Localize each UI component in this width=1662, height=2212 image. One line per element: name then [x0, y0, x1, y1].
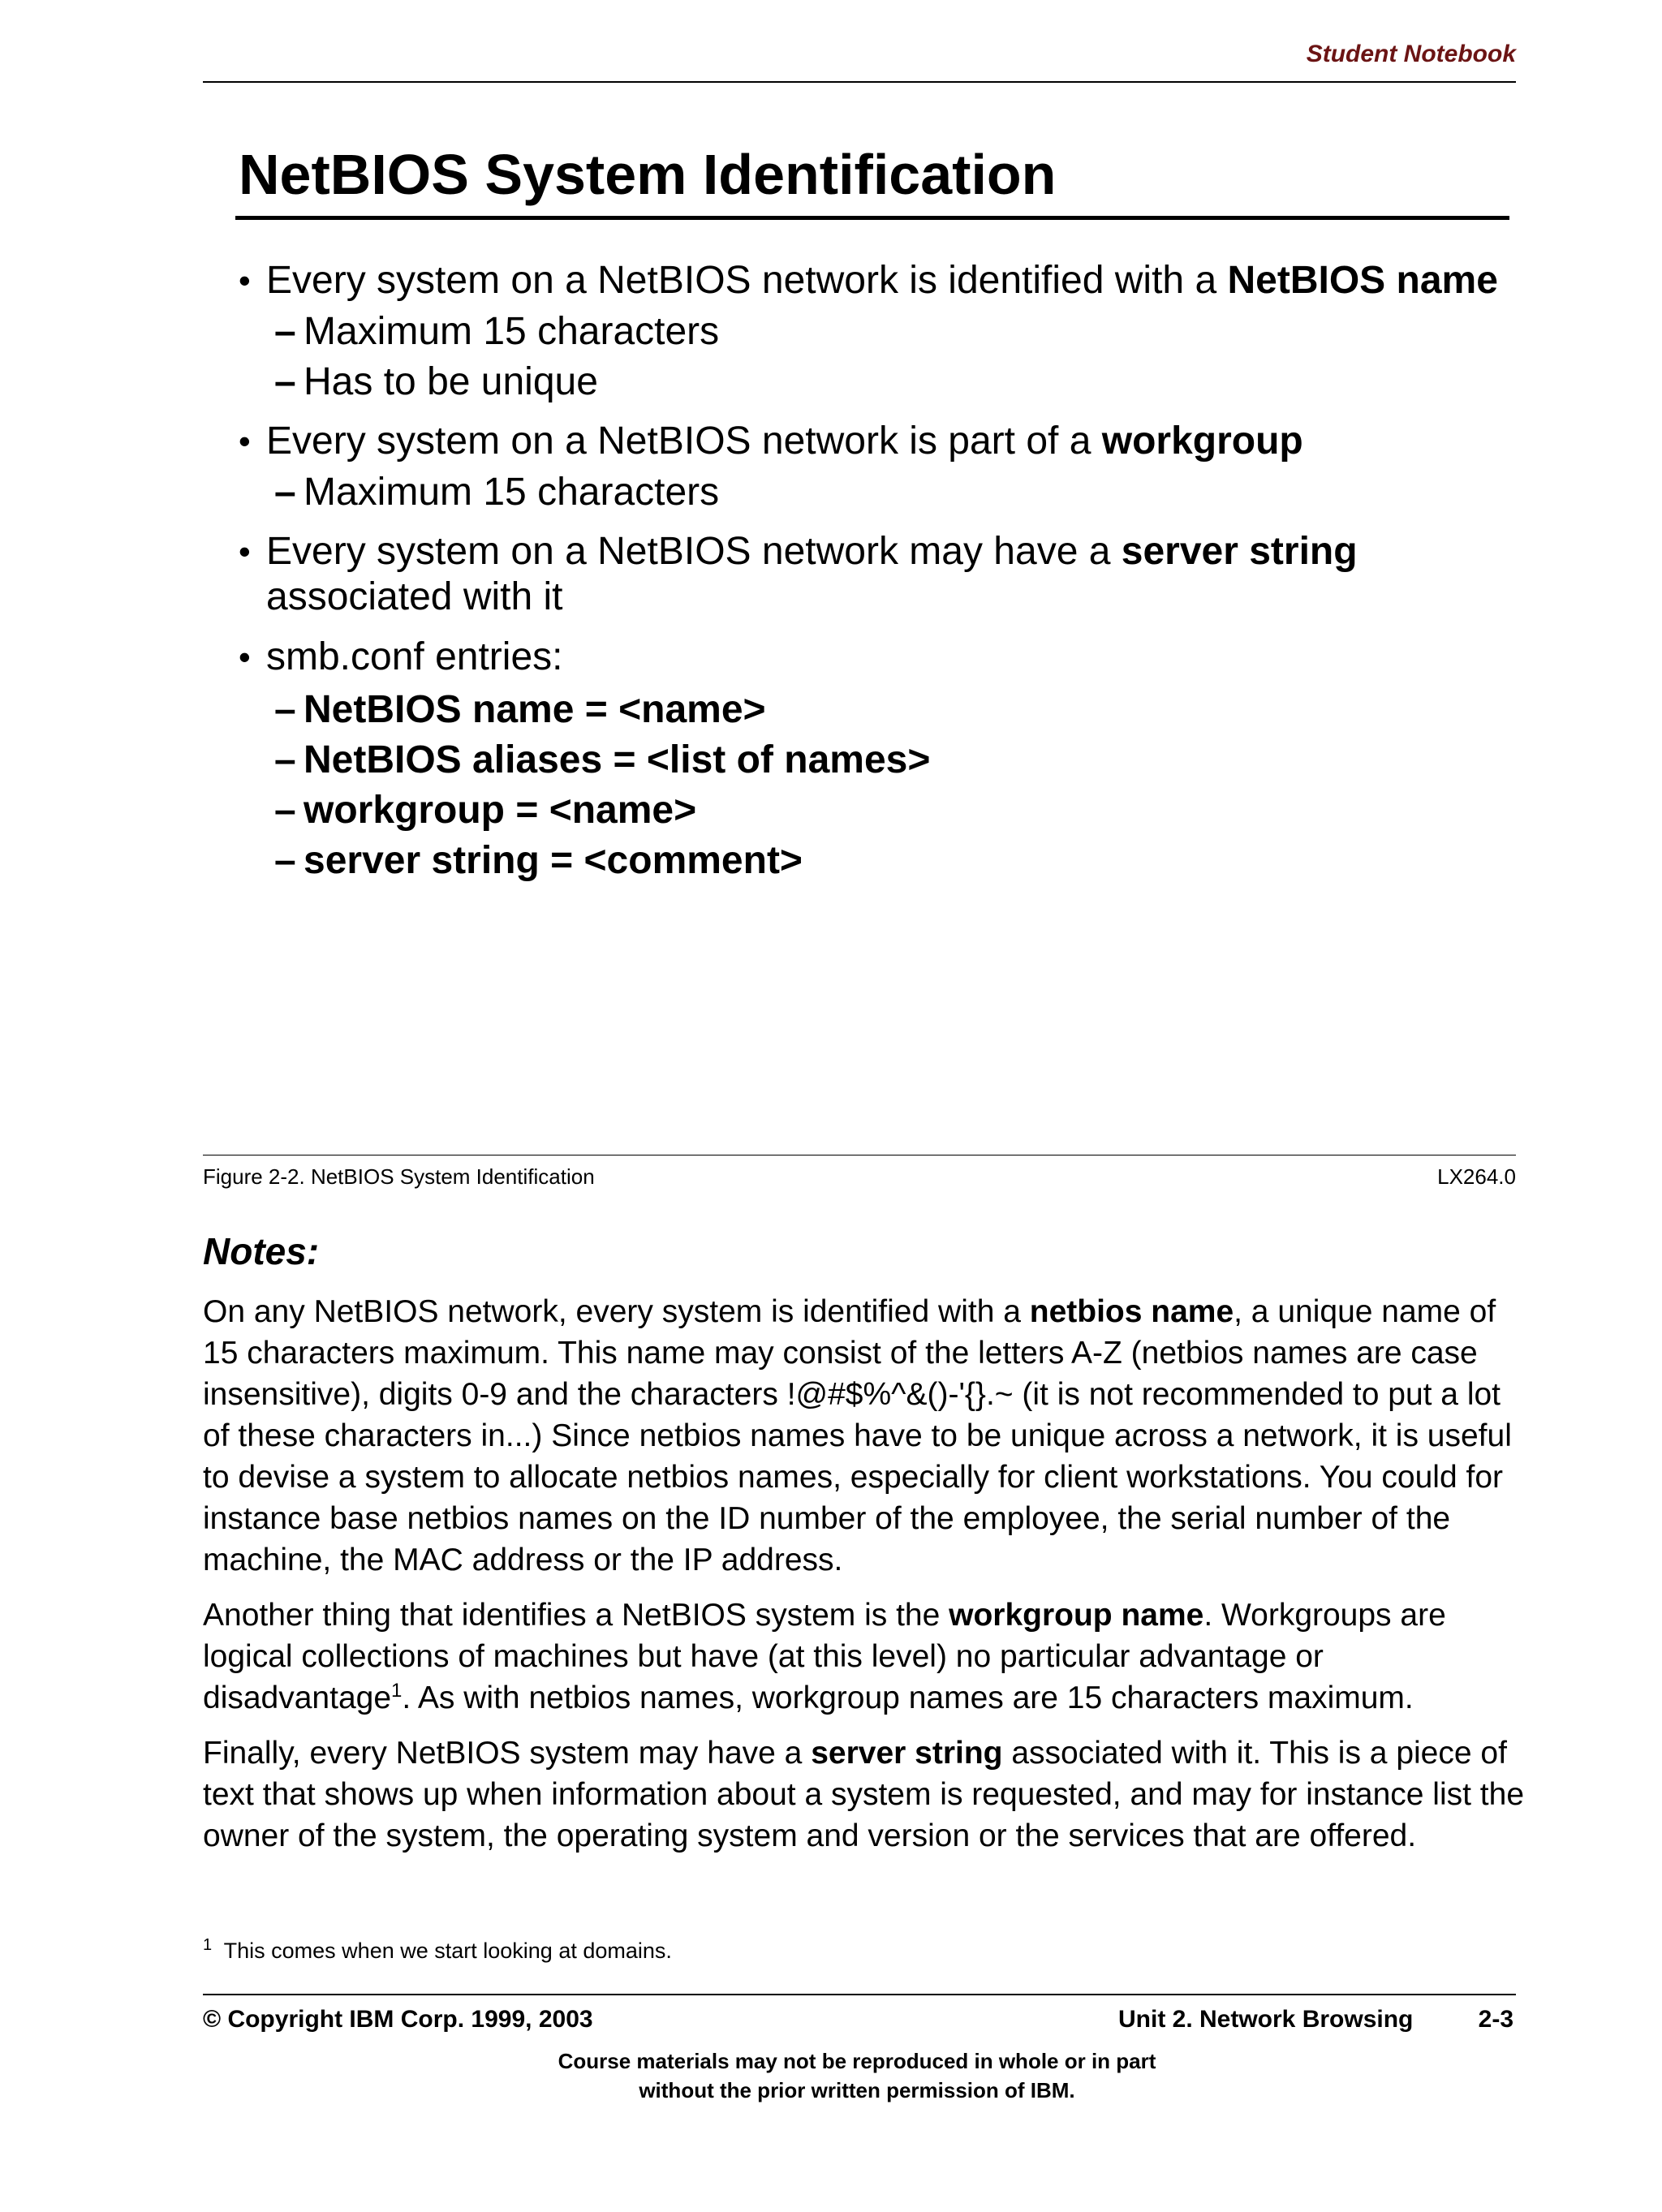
bullet-workgroup [239, 419, 1505, 464]
paragraph-text: , a unique name of 15 characters maximum. This name may consist of the letters A-Z (netbios names are case insensitive), digits 0-9 and the characters !@#$%^&()-'{}.~ (it is not recommended to put a lot of these characters in...) Since netbios names have to be unique across a network, it is useful to devise a system to allocate netbios names, especially for client workstations. You could for instance base netbios names on the ID number of the employee, the serial number of the machine, the MAC address or the IP address. [203, 1294, 1512, 1577]
dash-icon: – [274, 471, 296, 514]
sub-item [239, 307, 1505, 357]
unit-title: Unit 2. Network Browsing [1118, 2006, 1414, 2033]
bullet-bold-text: server string [1121, 530, 1358, 573]
bullet-text: smb.conf entries: [266, 635, 563, 678]
bullet-dot-icon: • [239, 638, 251, 676]
title-rule [235, 216, 1509, 220]
header-rule [203, 81, 1516, 83]
paragraph-text: . Workgroups are logical collections of machines but have (at this level) no particular advantage or disadvantage [203, 1598, 1446, 1715]
sub-item [239, 357, 1505, 407]
config-entry-text: NetBIOS name = <name> [304, 688, 766, 731]
disclaimer-line: Course materials may not be reproduced in whole or in part [558, 2049, 1156, 2073]
notes-paragraph [203, 1732, 1534, 1857]
paragraph-bold-text: server string [811, 1736, 1003, 1771]
config-entry [239, 685, 1505, 735]
bullet-bold-text: NetBIOS name [1227, 259, 1498, 302]
dash-icon: – [274, 688, 296, 731]
sub-item-text: Maximum 15 characters [304, 310, 720, 353]
slide-title: NetBIOS System Identification [239, 143, 1057, 206]
paragraph-bold-text: netbios name [1029, 1294, 1234, 1329]
sub-item-text: Has to be unique [304, 360, 598, 403]
page-number: 2-3 [1478, 2006, 1513, 2033]
dash-icon: – [274, 360, 296, 403]
notes-paragraph [203, 1594, 1534, 1719]
config-entry [239, 836, 1505, 886]
bullet-text: Every system on a NetBIOS network is identified with a [266, 259, 1228, 302]
footnote-reference: 1 [391, 1680, 403, 1702]
bullet-netbios-name [239, 258, 1505, 303]
footnote-text: This comes when we start looking at domains. [223, 1939, 672, 1963]
sub-list [239, 307, 1505, 407]
bullet-smb-conf [239, 635, 1505, 680]
copyright: © Copyright IBM Corp. 1999, 2003 [203, 2006, 593, 2033]
bullet-dot-icon: • [239, 422, 251, 460]
bullet-dot-icon: • [239, 532, 251, 570]
bullet-bold-text: workgroup [1101, 420, 1303, 463]
figure-code: LX264.0 [1437, 1164, 1516, 1189]
paragraph-text: . As with netbios names, workgroup names are 15 characters maximum. [402, 1681, 1414, 1715]
bullet-text: Every system on a NetBIOS network is part of a [266, 420, 1102, 463]
bullet-text: associated with it [266, 575, 563, 618]
slide-bullets [239, 258, 1505, 886]
header-label: Student Notebook [1306, 41, 1516, 67]
notes-heading: Notes: [203, 1230, 320, 1272]
config-entry [239, 735, 1505, 785]
dash-icon: – [274, 789, 296, 832]
paragraph-text: Another thing that identifies a NetBIOS system is the [203, 1598, 949, 1633]
footnote-number: 1 [203, 1936, 213, 1954]
bullet-dot-icon: • [239, 261, 251, 299]
config-entry-text: server string = <comment> [304, 839, 803, 882]
paragraph-text: On any NetBIOS network, every system is identified with a [203, 1294, 1030, 1329]
paragraph-text: Finally, every NetBIOS system may have a [203, 1736, 812, 1771]
dash-icon: – [274, 738, 296, 781]
disclaimer [0, 2046, 1662, 2105]
config-entry [239, 785, 1505, 836]
sub-item [239, 467, 1505, 518]
footnote [203, 1936, 672, 1964]
sub-item-text: Maximum 15 characters [304, 471, 720, 514]
figure-caption: Figure 2-2. NetBIOS System Identification [203, 1164, 595, 1189]
bullet-server-string [239, 529, 1505, 620]
notes-paragraph [203, 1291, 1534, 1581]
sub-list [239, 467, 1505, 518]
config-entry-text: NetBIOS aliases = <list of names> [304, 738, 931, 781]
config-entry-text: workgroup = <name> [304, 789, 697, 832]
sub-list [239, 685, 1505, 886]
dash-icon: – [274, 310, 296, 353]
dash-icon: – [274, 839, 296, 882]
footer-rule [203, 1994, 1516, 1995]
disclaimer-line: without the prior written permission of IBM. [639, 2078, 1075, 2102]
paragraph-text: associated with it. This is a piece of text that shows up when information about a system is requested, and may for instance list the owner of the system, the operating system and version or the services that are offered. [203, 1736, 1525, 1853]
paragraph-bold-text: workgroup name [949, 1598, 1204, 1633]
bullet-text: Every system on a NetBIOS network may have a [266, 530, 1122, 573]
